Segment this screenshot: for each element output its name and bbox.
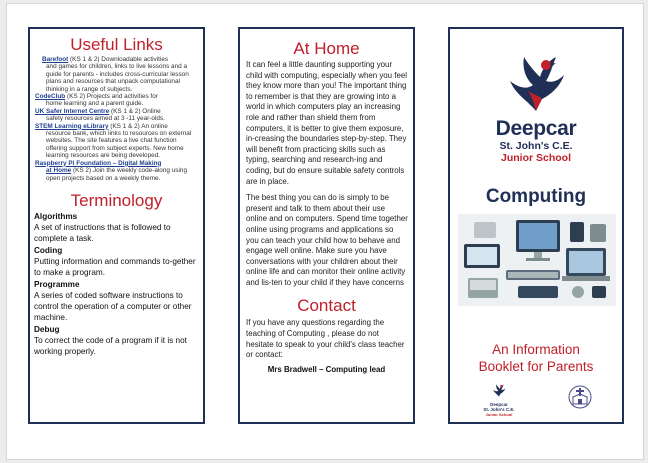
term-algorithms-def: A set of instructions that is followed to complete a task.	[34, 222, 171, 243]
barefoot-desc-more: and games for children, links to live lessons and a guide for parents - includes cross-curricular lesson plans and resources that unpack computational thinking in a range of subjects.	[46, 63, 189, 93]
at-home-para-1: It can feel a little daunting supporting your child with computing, especially when you feel they know more than you! The important thing to remember is that they are growing into a world in which computers play an increasing role and rather than shield them from computers, it is better to give them exposure, in-creasing the boundaries step-by-step. They will benefit from practicing skills such as typing, searching and research-ing and coding, but do ensure suitable safety controls are in place.	[246, 60, 407, 186]
school-name: Deepcar	[495, 117, 577, 140]
contact-person: Mrs Bradwell – Computing lead	[267, 364, 386, 374]
barefoot-link[interactable]: Barefoot	[42, 56, 69, 63]
term-coding: Coding	[34, 245, 63, 255]
link-item-safer-internet	[35, 108, 199, 123]
cover-subtitle: An Information Booklet for Parents	[478, 342, 594, 374]
useful-links-list	[30, 56, 203, 182]
raspberry-link[interactable]: Raspberry Pi Foundation – Digital Making	[35, 159, 162, 167]
link-item-stem	[35, 123, 199, 160]
codeclub-desc: (KS 2) Projects and activities for	[65, 93, 158, 101]
eagle-logo-icon	[506, 51, 566, 113]
small-logo-line3: Junior School	[485, 412, 513, 417]
safer-internet-link[interactable]: UK Safer Internet Centre	[35, 107, 110, 115]
panel-at-home-contact	[238, 27, 415, 424]
stem-link[interactable]: STEM Learning eLibrary	[35, 122, 109, 130]
church-logo-icon	[568, 385, 592, 409]
panel-cover	[448, 27, 624, 424]
panel-links-terminology	[28, 27, 205, 424]
barefoot-desc: (KS 1 & 2) Downloadable activities	[68, 56, 169, 63]
stem-desc-more: resource bank, which links to resources on external websites. The site features a live chat function offering support from subject experts. New home learning resources are being developed.	[46, 130, 192, 160]
small-logo-line2: St. John's C.E.	[483, 407, 515, 412]
school-logo	[450, 51, 622, 164]
raspberry-link-2[interactable]: at Home	[46, 167, 72, 175]
term-coding-def: Putting information and commands to-gether to make a program.	[34, 256, 196, 277]
at-home-para-2: The best thing you can do is simply to be present and talk to them about their use online and on computers. Spend time together online using programs and applications so you can teach your child how to behave and engage well online. Make sure you have conversations with your children about their online life and can monitor their online activity and lis-ten to your child if they have concerns	[246, 193, 408, 287]
small-eagle-icon	[491, 383, 507, 397]
cover-title: Computing	[485, 186, 587, 207]
safer-internet-desc-more: safety resources aimed at 3 -11 year-olds.	[46, 115, 165, 123]
stem-desc: (KS 1 & 2) An online	[108, 122, 168, 130]
useful-links-heading: Useful Links	[70, 35, 163, 54]
term-programme-def: A series of coded software instructions to control the operation of a computer or other machine.	[34, 290, 192, 322]
term-debug-def: To correct the code of a program if it is not working properly.	[34, 335, 187, 356]
devices-illustration	[458, 214, 622, 311]
term-algorithms: Algorithms	[34, 211, 78, 221]
link-item-codeclub	[35, 93, 199, 108]
church-logo	[568, 385, 592, 414]
link-item-raspberry	[35, 160, 199, 182]
contact-text: If you have any questions regarding the teaching of Computing , please do not hesitate to speak to your child's class teacher or contact:	[246, 318, 405, 360]
small-logo-name: Deepcar	[490, 402, 508, 407]
school-name-line2: St. John's C.E.	[499, 140, 573, 152]
contact-heading: Contact	[297, 296, 356, 316]
small-school-logo	[474, 383, 524, 417]
codeclub-link[interactable]: CodeClub	[35, 93, 66, 101]
term-programme: Programme	[34, 279, 80, 289]
document-page	[6, 3, 644, 460]
terminology-list	[30, 212, 203, 357]
raspberry-desc: (KS 2) Join the weekly code-along using open projects based on a weekly theme.	[46, 167, 188, 182]
term-debug: Debug	[34, 324, 60, 334]
codeclub-desc-more: home learning and a parent guide.	[46, 100, 144, 108]
at-home-heading: At Home	[293, 39, 360, 58]
school-name-line3: Junior School	[500, 152, 571, 164]
safer-internet-desc: (KS 1 & 2) Online	[109, 107, 161, 115]
terminology-heading: Terminology	[70, 190, 163, 210]
computer-devices-icon	[458, 214, 616, 306]
link-item-barefoot	[35, 56, 199, 93]
